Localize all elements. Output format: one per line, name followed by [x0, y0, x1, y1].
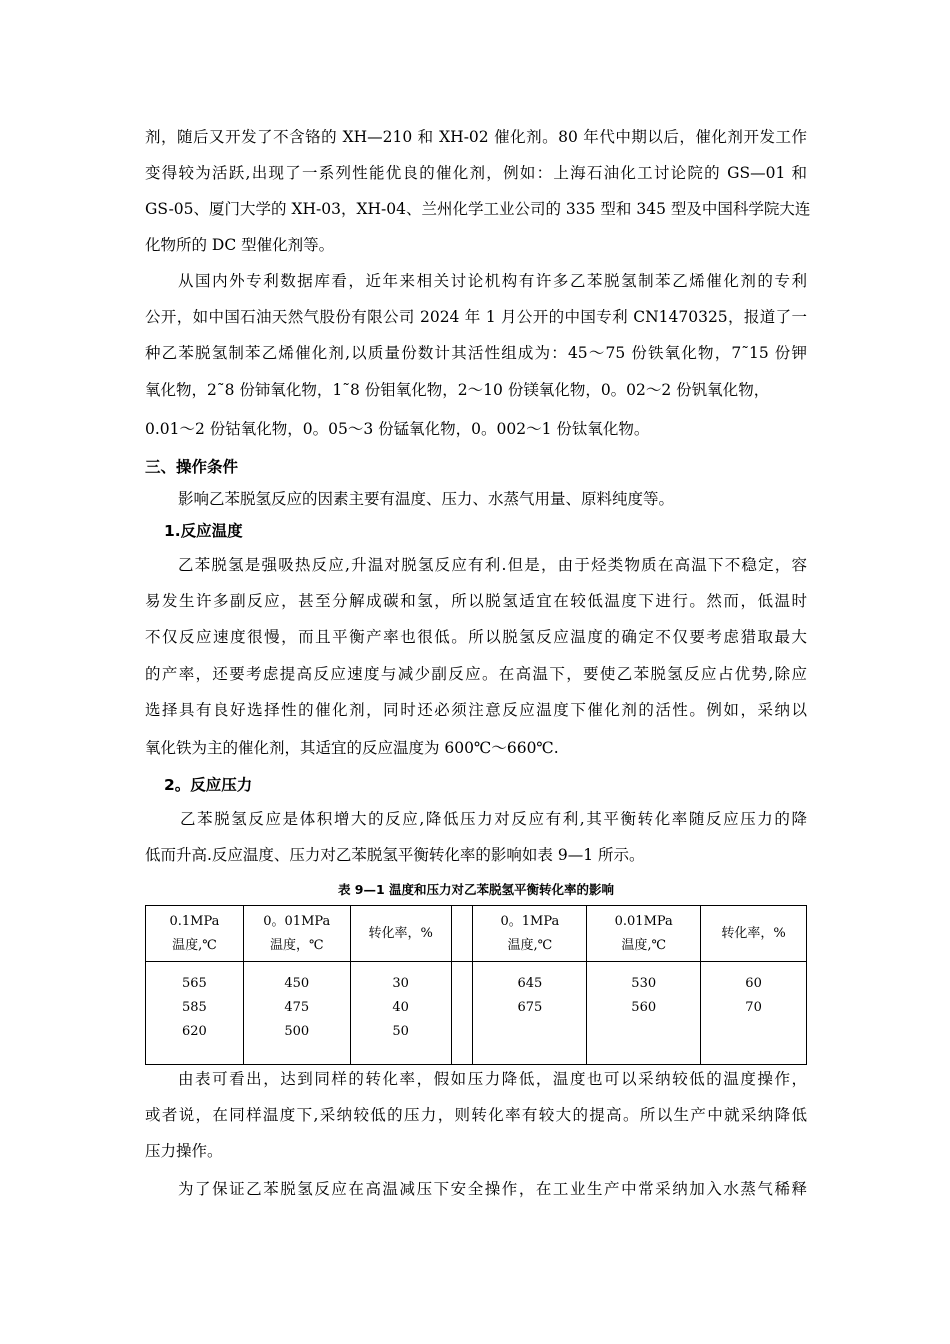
paragraph-line: 或者说，在同样温度下,采纳较低的压力，则转化率有较大的提高。所以生产中就采纳降低: [145, 1106, 807, 1124]
section-heading: 三、操作条件: [145, 458, 239, 476]
paragraph-line: 不仅反应速度很慢，而且平衡产率也很低。所以脱氢反应温度的确定不仅要考虑猎取最大: [145, 628, 807, 646]
paragraph-line: 的产率，还要考虑提高反应速度与减少副反应。在高温下，要使乙苯脱氢反应占优势,除应: [145, 665, 807, 683]
paragraph-line: 氧化铁为主的催化剂，其适宜的反应温度为 600℃～660℃.: [145, 739, 559, 757]
table-spacer-cell: [451, 962, 473, 1065]
paragraph-line: 剂，随后又开发了不含铬的 XH—210 和 XH-02 催化剂。80 年代中期以后，催化剂开发工作: [145, 128, 807, 146]
table-data-cell: 450 475 500: [243, 962, 350, 1065]
table-header-cell: 转化率，%: [701, 906, 807, 962]
paragraph-line: 低而升高.反应温度、压力对乙苯脱氢平衡转化率的影响如表 9—1 所示。: [145, 846, 645, 864]
table-data-cell: 565 585 620: [146, 962, 244, 1065]
paragraph-line: 氧化物，2˜8 份铈氧化物，1˜8 份钼氧化物，2～10 份镁氧化物，0。02～2 份钒氧化物，: [145, 381, 770, 399]
paragraph-line: 压力操作。: [145, 1142, 223, 1160]
paragraph-line: 乙苯脱氢反应是体积增大的反应,降低压力对反应有利,其平衡转化率随反应压力的降: [180, 810, 807, 828]
table-header-cell: 0.01MPa 温度,℃: [587, 906, 701, 962]
conversion-table: [145, 905, 807, 1065]
paragraph-line: 种乙苯脱氢制苯乙烯催化剂,以质量份数计其活性组成为：45～75 份铁氧化物，7˜15 份钾: [145, 344, 807, 362]
paragraph-line: 0.01～2 份钴氧化物，0。05～3 份锰氧化物，0。002～1 份钛氧化物。: [145, 420, 650, 438]
table-spacer-cell: [451, 906, 473, 962]
table-header-cell: 0。01MPa 温度，℃: [243, 906, 350, 962]
paragraph-line: 由表可看出，达到同样的转化率，假如压力降低，温度也可以采纳较低的温度操作，: [178, 1070, 807, 1088]
table-data-cell: 530 560: [587, 962, 701, 1065]
table-header-cell: 转化率，%: [350, 906, 451, 962]
paragraph-line: 影响乙苯脱氢反应的因素主要有温度、压力、水蒸气用量、原料纯度等。: [178, 490, 675, 508]
paragraph-line: 乙苯脱氢是强吸热反应,升温对脱氢反应有利.但是，由于烃类物质在高温下不稳定，容: [178, 556, 807, 574]
paragraph-line: 易发生许多副反应，甚至分解成碳和氢，所以脱氢适宜在较低温度下进行。然而，低温时: [145, 592, 807, 610]
paragraph-line: 为了保证乙苯脱氢反应在高温减压下安全操作，在工业生产中常采纳加入水蒸气稀释: [178, 1180, 807, 1198]
paragraph-line: 选择具有良好选择性的催化剂，同时还必须注意反应温度下催化剂的活性。例如，采纳以: [145, 701, 807, 719]
subsection-heading: 1.反应温度: [164, 522, 243, 540]
subsection-heading: 2。反应压力: [164, 776, 253, 794]
table-caption: 表 9—1 温度和压力对乙苯脱氢平衡转化率的影响: [337, 882, 615, 897]
paragraph-line: 公开，如中国石油天然气股份有限公司 2024 年 1 月公开的中国专利 CN1470325，报道了一: [145, 308, 807, 326]
table-data-cell: 30 40 50: [350, 962, 451, 1065]
paragraph-line: 从国内外专利数据库看，近年来相关讨论机构有许多乙苯脱氢制苯乙烯催化剂的专利: [178, 272, 807, 290]
table-header-cell: 0。1MPa 温度,℃: [473, 906, 587, 962]
paragraph-line: 化物所的 DC 型催化剂等。: [145, 236, 335, 254]
table-data-cell: 645 675: [473, 962, 587, 1065]
paragraph-line: GS-05、厦门大学的 XH-03，XH-04、兰州化学工业公司的 335 型和 345 型及中国科学院大连: [145, 200, 811, 218]
table-data-cell: 60 70: [701, 962, 807, 1065]
paragraph-line: 变得较为活跃,出现了一系列性能优良的催化剂，例如：上海石油化工讨论院的 GS—01 和: [145, 164, 807, 182]
table-header-cell: 0.1MPa 温度,℃: [146, 906, 244, 962]
